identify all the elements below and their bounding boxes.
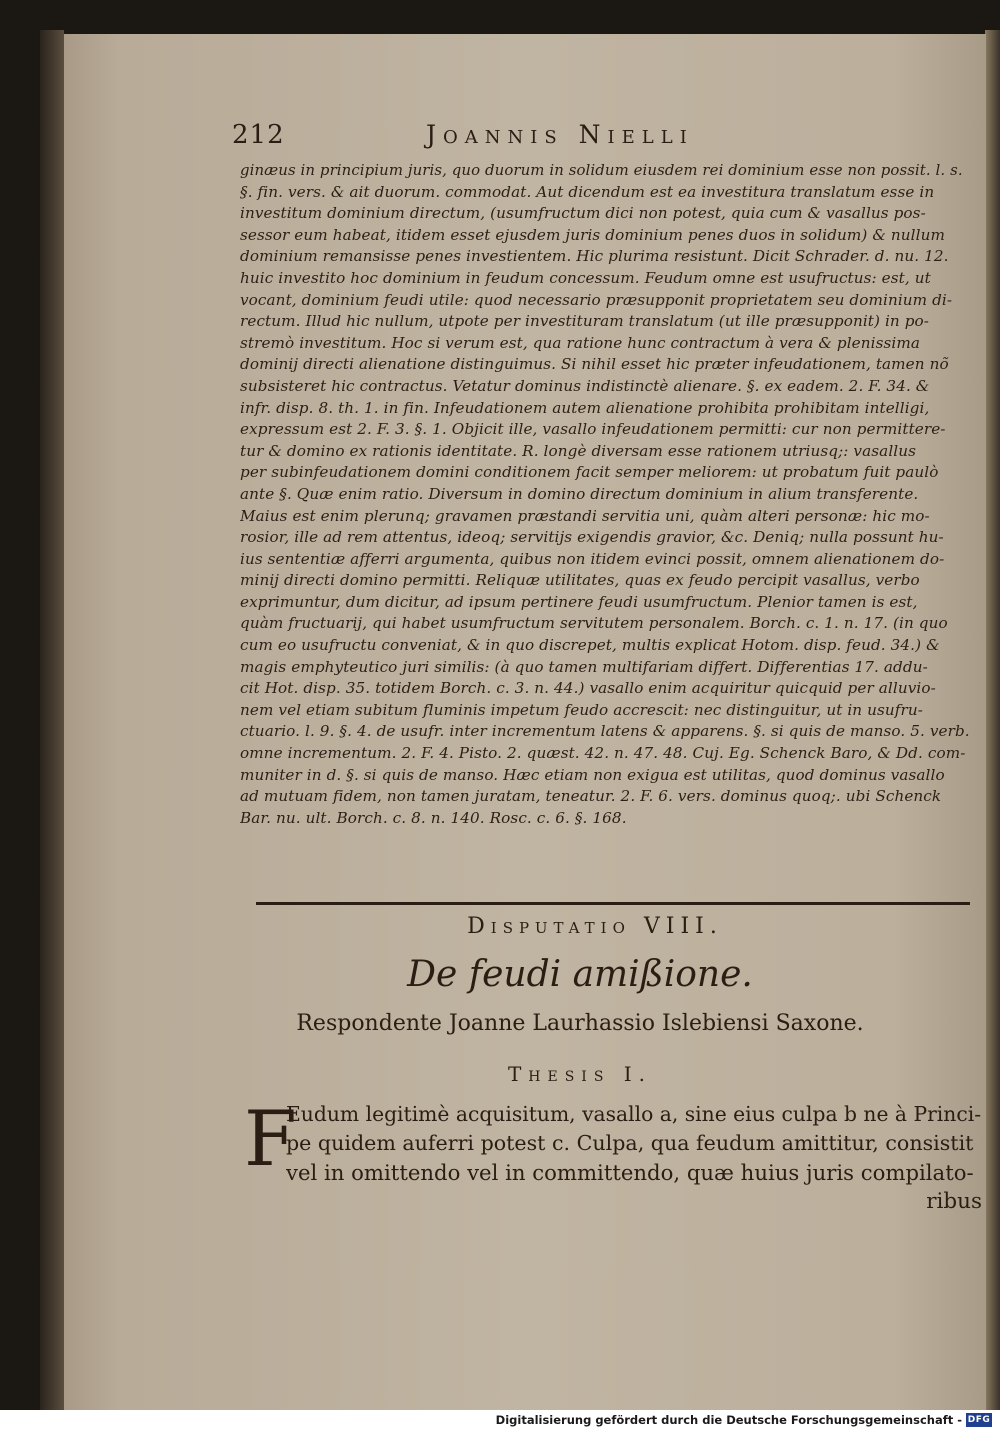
note-line: rosior, ille ad rem attentus, ideoq; servitijs exigendis gravior, &c. Deniq; nulla possunt hu- [240,528,944,547]
note-line: ctuario. l. 9. §. 4. de usufr. inter incrementum latens & apparens. §. si quis de manso. 5. verb. [240,722,970,741]
note-line: huic investito hoc dominium in feudum concessum. Feudum omne est usufructus: est, ut [240,268,931,287]
note-line: tur & domino ex rationis identitate. R. longè diversam esse rationem utriusq;: vasallus [240,441,917,460]
note-line: minij directi domino permitti. Reliquæ utilitates, quas ex feudo percipit vasallus, verbo [240,571,920,590]
note-line: ante §. Quæ enim ratio. Diversum in domino directum dominium in alium transferente. [240,484,919,503]
running-head [64,116,986,152]
note-line: infr. disp. 8. th. 1. in fin. Infeudationem autem alienatione prohibita prohibitam intelligi, [240,398,930,417]
note-line: ius sententiæ afferri argumenta, quibus non itidem evinci possit, omnem alienationem do- [240,549,945,568]
note-line: investitum dominium directum, (usumfructum dici non potest, quia cum & vasallus pos- [240,204,926,223]
note-line: ad mutuam fidem, non tamen juratam, teneatur. 2. F. 6. vers. dominus quoq;. ubi Schenck [240,787,942,806]
drop-cap: F [244,1094,297,1183]
note-line: omne incrementum. 2. F. 4. Pisto. 2. quæst. 42. n. 47. 48. Cuj. Eg. Schenck Baro, & Dd. com- [240,744,966,763]
note-line: dominij directi alienatione distinguimus. Si nihil esset hic præter infeudationem, tamen nõ [240,355,949,374]
note-line: expressum est 2. F. 3. §. 1. Objicit ille, vasallo infeudationem permitti: cur non permittere- [240,420,946,439]
page-number: 212 [232,120,285,150]
note-line: cit Hot. disp. 35. totidem Borch. c. 3. n. 44.) vasallo enim acquiritur quicquid per alluvio- [240,679,936,698]
note-line: nem vel etiam subitum fluminis impetum feudo accrescit: nec distinguitur, ut in usufru- [240,700,923,719]
note-line: §. fin. vers. & ait duorum. commodat. Aut dicendum est ea investitura translatum esse in [240,182,935,201]
thesis-text [286,1100,982,1216]
footer-credit-bar [0,1410,1000,1431]
note-line: per subinfeudationem domini conditionem facit semper meliorem: ut probatum fuit paulò [240,463,939,482]
note-line: ginæus in principium juris, quo duorum in solidum eiusdem rei dominium esse non possit. l. s. [240,161,963,179]
catchword: ribus [926,1189,982,1214]
note-line: exprimuntur, dum dicitur, ad ipsum pertinere feudi usumfructum. Plenior tamen is est, [240,592,918,611]
note-line: muniter in d. §. si quis de manso. Hæc etiam non exigua est utilitas, quod dominus vasallo [240,765,945,784]
note-line: stremò investitum. Hoc si verum est, qua ratione hunc contractum à vera & plenissima [240,333,920,352]
note-line: rectum. Illud hic nullum, utpote per investituram translatum (ut ille præsupponit) in po- [240,312,930,331]
thesis-heading: Thesis I. [507,1062,653,1086]
topic-title: De feudi amißione. [407,954,753,995]
author-heading: Joannis Nielli [426,120,694,149]
disputation-title: Disputatio VIII. [467,914,723,939]
page-edge-right [985,30,1000,1410]
respondent-line: Respondente Joanne Laurhassio Islebiensi Saxone. [296,1011,864,1036]
note-line: sessor eum habeat, itidem esset ejusdem juris dominium penes duos in solidum) & nullum [240,225,945,244]
book-page [64,34,986,1410]
section-divider [256,902,970,905]
note-line: dominium remansisse penes investientem. Hic plurima resistunt. Dicit Schrader. d. nu. 12. [240,247,949,266]
commentary-notes [240,160,970,829]
note-line: magis emphyteutico juri similis: (à quo tamen multifariam differt. Differentias 17. addu- [240,657,928,676]
funding-credit: Digitalisierung gefördert durch die Deutsche Forschungsgemeinschaft - [495,1413,962,1427]
thesis-line: vel in omittendo vel in committendo, quæ huius juris compilato- [286,1160,974,1185]
note-line: Maius est enim plerunq; gravamen præstandi servitia uni, quàm alteri personæ: hic mo- [240,506,930,525]
note-line: cum eo usufructu conveniat, & in quo discrepet, multis explicat Hotom. disp. feud. 34.) & [240,636,940,655]
dfg-logo: DFG [967,1415,991,1425]
note-line: quàm fructuarij, qui habet usumfructum servitutem personalem. Borch. c. 1. n. 17. (in quo [240,614,948,633]
note-line: Bar. nu. ult. Borch. c. 8. n. 140. Rosc. c. 6. §. 168. [240,808,627,827]
thesis-line: pe quidem auferri potest c. Culpa, qua feudum amittitur, consistit [286,1131,974,1155]
note-line: vocant, dominium feudi utile: quod necessario præsupponit proprietatem seu dominium di- [240,290,953,309]
thesis-line: Eudum legitimè acquisitum, vasallo a, sine eius culpa b ne à Princi- [286,1102,982,1126]
note-line: subsisteret hic contractus. Vetatur dominus indistinctè alienare. §. ex eadem. 2. F. 34. & [240,376,930,395]
binding-edge [40,30,64,1410]
